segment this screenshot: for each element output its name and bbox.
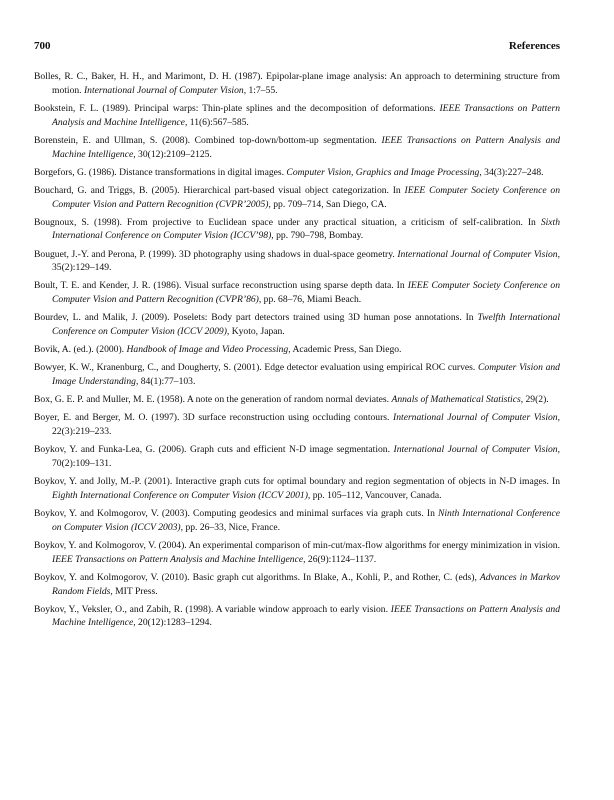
reference-details: , pp. 105–112, Vancouver, Canada. [307,489,442,501]
reference-entry [34,248,560,276]
reference-entry [34,443,560,471]
reference-details: , Academic Press, San Diego. [288,344,402,356]
reference-venue: Sixth International Conference on Computer Vision (ICCV’98) [52,216,560,242]
reference-details: , 26(9):1124–1137. [303,553,377,565]
reference-entry [34,603,560,631]
reference-text: Box, G. E. P. and Muller, M. E. (1958). A note on the generation of random normal deviates. [34,394,392,406]
reference-venue: International Journal of Computer Vision [397,248,558,260]
reference-entry [34,507,560,535]
reference-venue: Computer Vision and Image Understanding [52,362,560,388]
reference-entry [34,311,560,339]
reference-text: Boykov, Y. and Kolmogorov, V. (2004). An experimental comparison of min-cut/max-flow algorithms for energy minimization in vision. [34,539,560,551]
reference-text: Bolles, R. C., Baker, H. H., and Marimont, D. H. (1987). Epipolar-plane image analysis: An approach to determining structure from motion. [34,71,560,96]
reference-venue: Advances in Markov Random Fields [52,571,560,597]
reference-venue: International Journal of Computer Vision [393,412,558,424]
reference-entry [34,279,560,307]
document-page [34,40,560,635]
reference-text: Boykov, Y. and Jolly, M.-P. (2001). Interactive graph cuts for optimal boundary and region segmentation of objects in N-D images. In [34,476,560,488]
reference-entry [34,184,560,212]
reference-text: Bovik, A. (ed.). (2000). [34,344,127,356]
reference-text: Bourdev, L. and Malik, J. (2009). Poselets: Body part detectors trained using 3D human pose annotations. In [34,312,478,324]
reference-entry [34,411,560,439]
reference-text: Boyer, E. and Berger, M. O. (1997). 3D surface reconstruction using occluding contours. [34,412,394,424]
reference-details: , pp. 709–714, San Diego, CA. [268,198,387,210]
reference-list [34,70,560,630]
reference-entry [34,393,560,407]
reference-venue: Handbook of Image and Video Processing [126,344,289,356]
reference-entry [34,134,560,162]
reference-entry [34,571,560,599]
reference-details: , 11(6):567–585. [184,116,249,128]
page-number: 700 [34,40,51,52]
reference-text: Borgefors, G. (1986). Distance transformations in digital images. [34,166,287,178]
reference-text: Boykov, Y. and Funka-Lea, G. (2006). Graph cuts and efficient N-D image segmentation. [34,444,394,456]
reference-details: , MIT Press. [110,585,158,597]
reference-text: Boykov, Y. and Kolmogorov, V. (2003). Computing geodesics and minimal surfaces via graph cuts. In [34,507,438,519]
reference-entry [34,166,560,180]
reference-venue: IEEE Computer Society Conference on Computer Vision and Pattern Recognition (CVPR’86) [52,280,560,306]
reference-details: , 22(3):219–233. [52,412,560,438]
reference-venue: IEEE Transactions on Pattern Analysis and Machine Intelligence [52,102,560,128]
page-header [34,40,560,52]
reference-text: Borenstein, E. and Ullman, S. (2008). Combined top-down/bottom-up segmentation. [34,134,382,146]
reference-text: Bouguet, J.-Y. and Perona, P. (1999). 3D photography using shadows in dual-space geometry. [34,248,398,260]
reference-details: , 70(2):109–131. [52,444,560,469]
reference-entry [34,102,560,130]
reference-details: , 34(3):227–248. [479,166,544,178]
reference-text: Boult, T. E. and Kender, J. R. (1986). Visual surface reconstruction using sparse depth data. In [34,280,408,292]
reference-details: , 1:7–55. [243,84,278,96]
reference-details: , 30(12):2109–2125. [133,148,212,160]
reference-entry [34,539,560,567]
reference-venue: Ninth International Conference on Computer Vision (ICCV 2003) [52,507,560,533]
reference-venue: International Journal of Computer Vision [393,444,558,456]
reference-venue: International Journal of Computer Vision [83,84,244,96]
reference-entry [34,216,560,244]
reference-details: , 29(2). [520,394,549,406]
reference-details: , pp. 68–76, Miami Beach. [258,294,362,306]
reference-entry [34,70,560,98]
reference-text: Bowyer, K. W., Kranenburg, C., and Dougherty, S. (2001). Edge detector evaluation using empirical ROC curves. [34,362,479,374]
reference-venue: Annals of Mathematical Statistics [391,394,521,406]
reference-text: Boykov, Y., Veksler, O., and Zabih, R. (1998). A variable window approach to early vision. [34,603,391,615]
reference-text: Bouchard, G. and Triggs, B. (2005). Hierarchical part-based visual object categorization. In [34,184,405,196]
reference-venue: IEEE Transactions on Pattern Analysis and Machine Intelligence [52,134,560,160]
reference-details: , Kyoto, Japan. [226,326,285,338]
reference-details: , 35(2):129–149. [52,248,561,274]
reference-details: , 20(12):1283–1294. [133,617,212,629]
reference-details: , pp. 790–798, Bombay. [271,230,364,242]
reference-details: , pp. 26–33, Nice, France. [180,521,281,533]
reference-details: , 84(1):77–103. [135,376,196,388]
reference-text: Boykov, Y. and Kolmogorov, V. (2010). Basic graph cut algorithms. In Blake, A., Kohli, P., and Rother, C. (eds), [34,571,480,583]
reference-venue: Computer Vision, Graphics and Image Processing [286,166,480,178]
reference-text: Bougnoux, S. (1998). From projective to Euclidean space under any practical situation, a criticism of self-calibration. In [34,216,541,228]
reference-entry [34,361,560,389]
running-title: References [508,40,560,52]
reference-venue: Eighth International Conference on Computer Vision (ICCV 2001) [52,489,308,501]
reference-venue: Twelfth International Conference on Computer Vision (ICCV 2009) [52,312,560,338]
reference-entry [34,343,560,357]
reference-entry [34,475,560,503]
reference-venue: IEEE Computer Society Conference on Computer Vision and Pattern Recognition (CVPR’2005) [52,184,560,210]
reference-text: Bookstein, F. L. (1989). Principal warps: Thin-plate splines and the decomposition of deformations. [34,102,440,114]
reference-venue: IEEE Transactions on Pattern Analysis and Machine Intelligence [52,603,560,629]
reference-venue: IEEE Transactions on Pattern Analysis and Machine Intelligence [52,553,304,565]
